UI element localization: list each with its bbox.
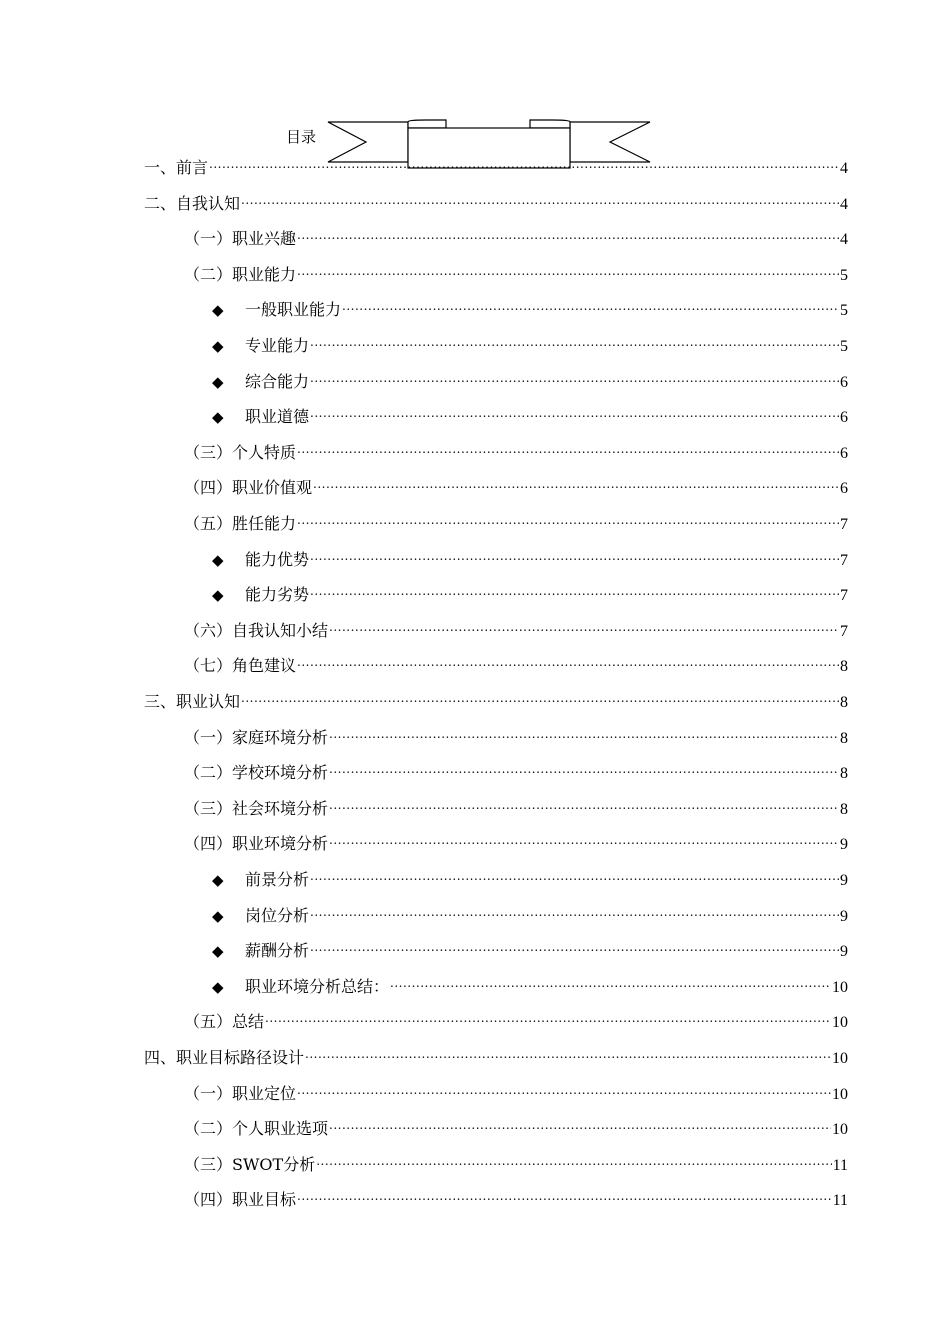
dot-leader <box>241 685 839 707</box>
toc-entry-page-number: 9 <box>840 943 848 960</box>
toc-entry-label: 一、前言 <box>144 158 209 177</box>
diamond-bullet-icon: ◆ <box>212 551 224 569</box>
dot-leader <box>297 1077 831 1099</box>
diamond-bullet-icon: ◆ <box>212 408 224 426</box>
toc-entry[interactable] <box>184 1112 848 1138</box>
toc-entry-label: （七）角色建议 <box>184 656 297 675</box>
toc-entry-page-number: 11 <box>832 1192 848 1209</box>
toc-entry[interactable] <box>212 863 848 889</box>
diamond-bullet-icon: ◆ <box>212 907 224 925</box>
toc-entry-page-number: 7 <box>840 587 848 604</box>
toc-entry-page-number: 4 <box>840 231 848 248</box>
dot-leader <box>329 756 839 778</box>
toc-entry-label: （二）个人职业选项 <box>184 1119 329 1138</box>
toc-entry-page-number: 10 <box>832 979 848 996</box>
dot-leader <box>310 400 839 422</box>
toc-entry-page-number: 10 <box>832 1086 848 1103</box>
toc-entry-label: 一般职业能力 <box>245 300 342 319</box>
toc-entry-page-number: 10 <box>832 1050 848 1067</box>
toc-entry[interactable] <box>212 578 848 604</box>
toc-entry[interactable] <box>184 614 848 640</box>
toc-entry[interactable] <box>184 471 848 497</box>
dot-leader <box>329 614 839 636</box>
dot-leader <box>310 899 839 921</box>
toc-entry[interactable] <box>184 756 848 782</box>
dot-leader <box>329 1112 831 1134</box>
toc-entry-label: 前景分析 <box>245 870 310 889</box>
toc-entry-label: 二、自我认知 <box>144 194 241 213</box>
toc-entry-page-number: 8 <box>840 658 848 675</box>
dot-leader <box>297 258 839 280</box>
dot-leader <box>310 329 839 351</box>
toc-entry[interactable] <box>212 400 848 426</box>
diamond-bullet-icon: ◆ <box>212 301 224 319</box>
toc-entry-page-number: 5 <box>840 338 848 355</box>
toc-entry-page-number: 8 <box>840 801 848 818</box>
toc-entry[interactable] <box>184 1183 848 1209</box>
dot-leader <box>310 578 839 600</box>
toc-entry-label: （五）总结 <box>184 1012 265 1031</box>
dot-leader <box>305 1041 831 1063</box>
toc-entry[interactable] <box>212 293 848 319</box>
toc-entry-page-number: 8 <box>840 765 848 782</box>
toc-entry[interactable] <box>144 685 848 711</box>
toc-entry-label: 岗位分析 <box>245 906 310 925</box>
dot-leader <box>297 507 839 529</box>
diamond-bullet-icon: ◆ <box>212 586 224 604</box>
toc-entry[interactable] <box>212 365 848 391</box>
toc-entry-page-number: 9 <box>840 836 848 853</box>
diamond-bullet-icon: ◆ <box>212 942 224 960</box>
toc-entry-page-number: 6 <box>840 374 848 391</box>
toc-entry-label: 薪酬分析 <box>245 941 310 960</box>
dot-leader <box>342 293 839 315</box>
toc-entry-page-number: 7 <box>840 552 848 569</box>
dot-leader <box>390 970 831 992</box>
toc-entry-page-number: 11 <box>832 1157 848 1174</box>
toc-entry-page-number: 10 <box>832 1014 848 1031</box>
dot-leader <box>297 436 839 458</box>
dot-leader <box>329 721 839 743</box>
toc-entry-label: 能力优势 <box>245 550 310 569</box>
toc-entry[interactable] <box>184 258 848 284</box>
toc-entry-page-number: 6 <box>840 480 848 497</box>
toc-entry-page-number: 8 <box>840 730 848 747</box>
dot-leader <box>297 649 839 671</box>
toc-entry-page-number: 6 <box>840 445 848 462</box>
toc-entry[interactable] <box>212 934 848 960</box>
toc-entry[interactable] <box>212 543 848 569</box>
toc-entry-label: （三）SWOT分析 <box>184 1155 316 1174</box>
toc-entry[interactable] <box>212 970 848 996</box>
toc-entry-label: （二）职业能力 <box>184 265 297 284</box>
toc-entry[interactable] <box>184 827 848 853</box>
toc-entry-label: 能力劣势 <box>245 585 310 604</box>
dot-leader <box>329 792 839 814</box>
toc-entry-label: （六）自我认知小结 <box>184 621 329 640</box>
toc-entry-page-number: 5 <box>840 267 848 284</box>
toc-entry[interactable] <box>144 1041 848 1067</box>
toc-entry-page-number: 4 <box>840 160 848 177</box>
diamond-bullet-icon: ◆ <box>212 871 224 889</box>
toc-entry[interactable] <box>184 222 848 248</box>
toc-entry-page-number: 7 <box>840 623 848 640</box>
toc-entry[interactable] <box>184 1005 848 1031</box>
dot-leader <box>209 151 839 173</box>
toc-entry-label: 三、职业认知 <box>144 692 241 711</box>
dot-leader <box>297 222 839 244</box>
toc-entry-label: （四）职业目标 <box>184 1190 297 1209</box>
dot-leader <box>310 863 839 885</box>
toc-entry-label: 职业环境分析总结： <box>245 977 390 996</box>
toc-entry-label: （二）学校环境分析 <box>184 763 329 782</box>
diamond-bullet-icon: ◆ <box>212 978 224 996</box>
toc-entry-label: （一）职业定位 <box>184 1084 297 1103</box>
toc-entry[interactable] <box>144 187 848 213</box>
toc-entry-label: （一）职业兴趣 <box>184 229 297 248</box>
toc-entry-label: （四）职业价值观 <box>184 478 313 497</box>
dot-leader <box>310 543 839 565</box>
dot-leader <box>329 827 839 849</box>
toc-entry-page-number: 5 <box>840 302 848 319</box>
toc-entry-label: 综合能力 <box>245 372 310 391</box>
toc-entry[interactable] <box>184 436 848 462</box>
toc-entry-page-number: 9 <box>840 908 848 925</box>
toc-entry-label: 四、职业目标路径设计 <box>144 1048 305 1067</box>
toc-entry-page-number: 8 <box>840 694 848 711</box>
toc-title: 目录 <box>286 128 317 146</box>
toc-entry-page-number: 6 <box>840 409 848 426</box>
toc-entry[interactable] <box>212 329 848 355</box>
dot-leader <box>241 187 839 209</box>
toc-entry[interactable] <box>184 1148 848 1174</box>
diamond-bullet-icon: ◆ <box>212 373 224 391</box>
toc-entry-page-number: 7 <box>840 516 848 533</box>
dot-leader <box>297 1183 832 1205</box>
toc-entry-label: 专业能力 <box>245 336 310 355</box>
toc-entry[interactable] <box>212 899 848 925</box>
toc-entry[interactable] <box>184 649 848 675</box>
dot-leader <box>265 1005 831 1027</box>
toc-entry-label: （三）社会环境分析 <box>184 799 329 818</box>
toc-entry[interactable] <box>184 507 848 533</box>
dot-leader <box>310 934 839 956</box>
toc-entry[interactable] <box>144 151 848 177</box>
toc-entry[interactable] <box>184 792 848 818</box>
toc-entry[interactable] <box>184 721 848 747</box>
toc-entry[interactable] <box>184 1077 848 1103</box>
toc-entry-page-number: 9 <box>840 872 848 889</box>
toc-entry-label: （五）胜任能力 <box>184 514 297 533</box>
diamond-bullet-icon: ◆ <box>212 337 224 355</box>
toc-entry-label: （三）个人特质 <box>184 443 297 462</box>
dot-leader <box>316 1148 831 1170</box>
dot-leader <box>310 365 839 387</box>
toc-entry-label: 职业道德 <box>245 407 310 426</box>
toc-entry-page-number: 10 <box>832 1121 848 1138</box>
toc-entry-label: （四）职业环境分析 <box>184 834 329 853</box>
toc-entry-label: （一）家庭环境分析 <box>184 728 329 747</box>
dot-leader <box>313 471 839 493</box>
toc-entry-page-number: 4 <box>840 196 848 213</box>
